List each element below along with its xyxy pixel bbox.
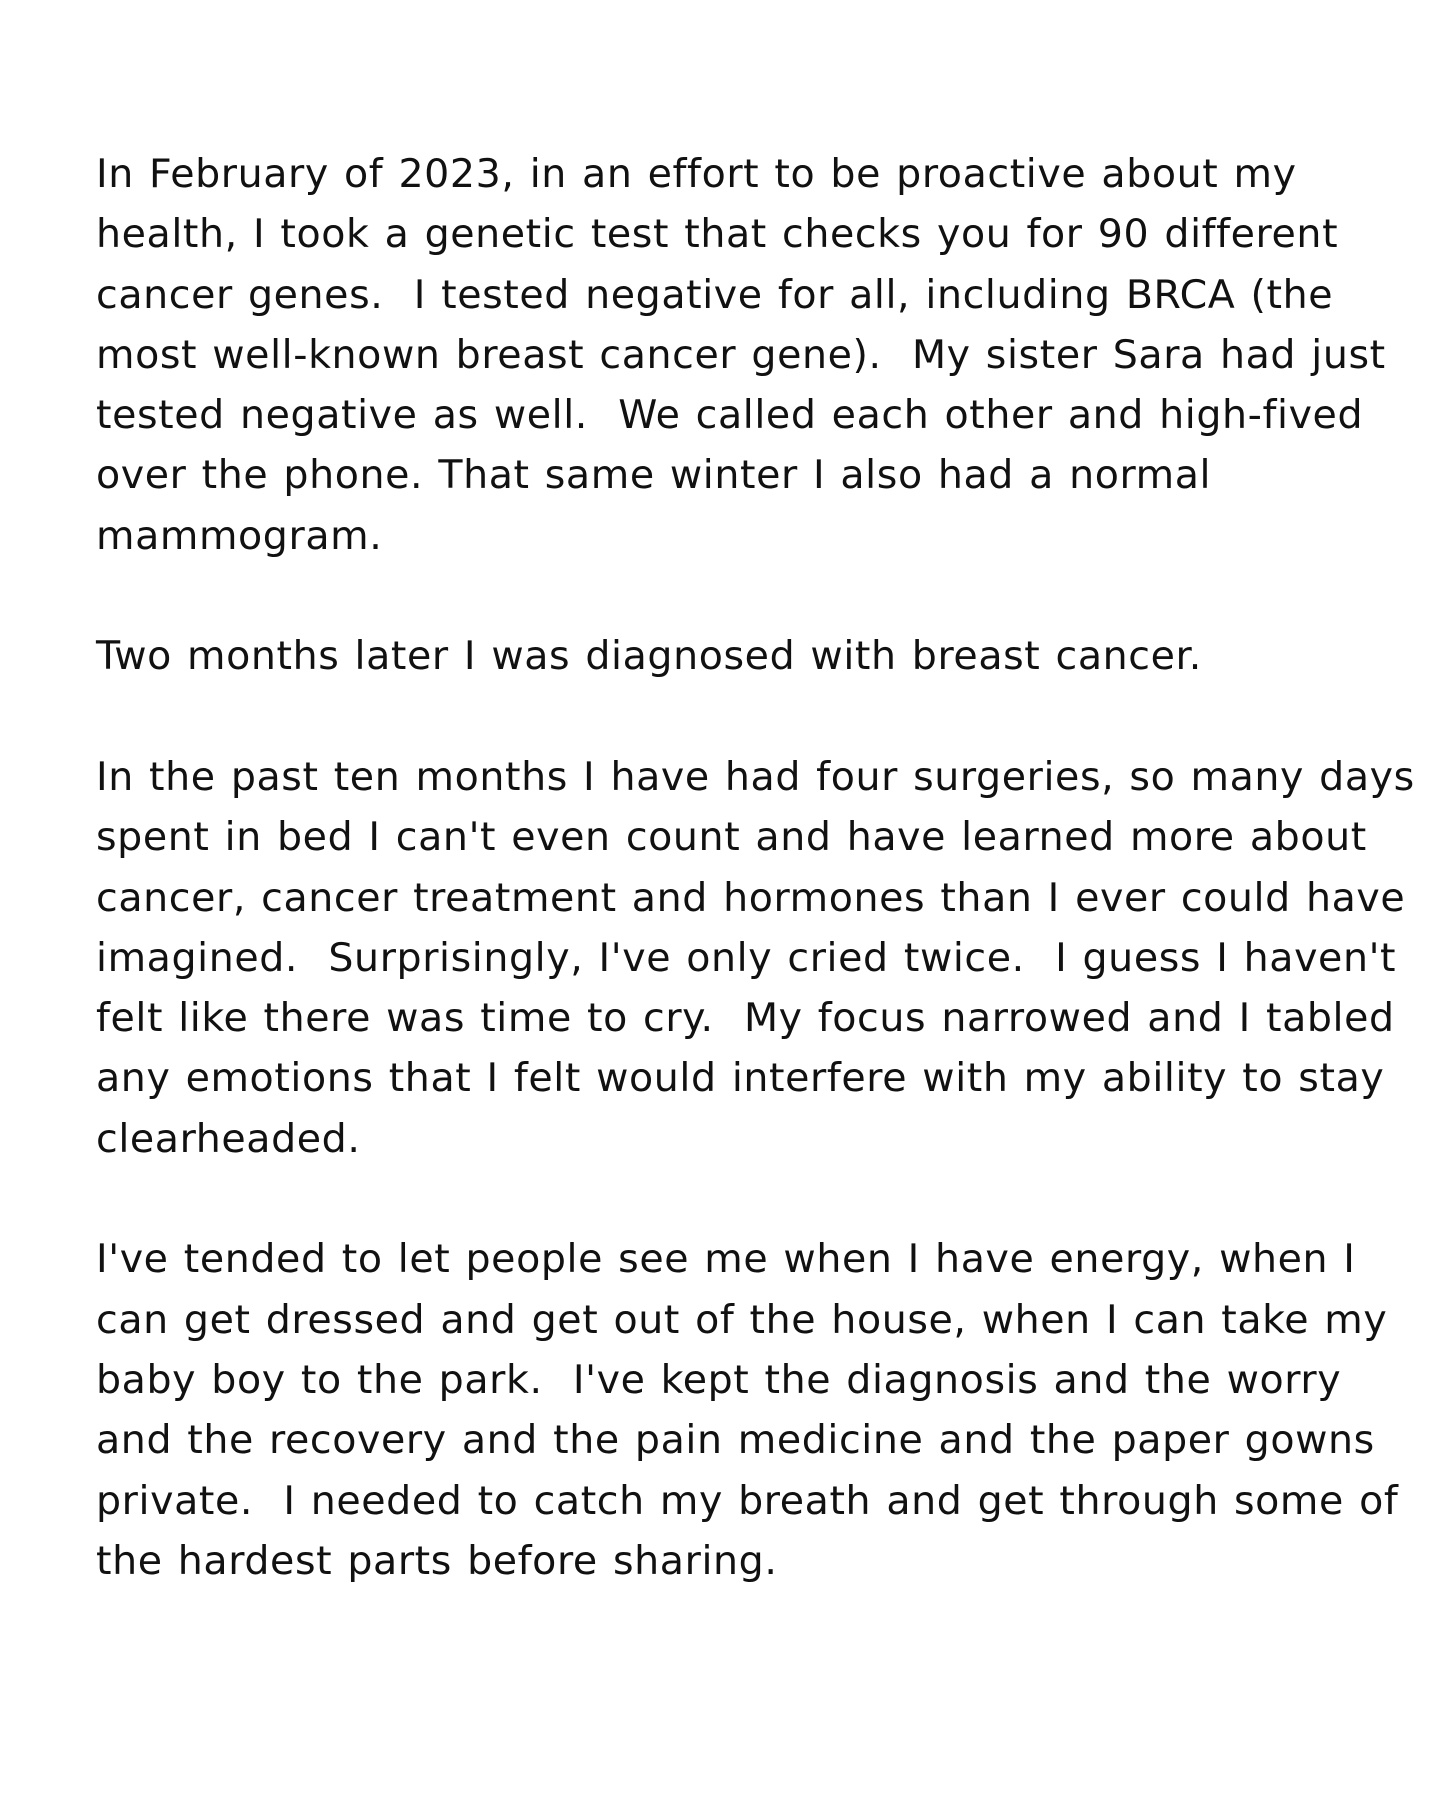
text-line: can get dressed and get out of the house, when I can take my — [96, 1296, 1388, 1343]
text-line: health, I took a genetic test that checks you for 90 different — [96, 211, 1339, 258]
paragraph-past-months — [96, 747, 1415, 1169]
text-line: over the phone. That same winter I also had a normal — [96, 452, 1212, 499]
paragraph-diagnosis — [96, 626, 1366, 686]
text-line: I've tended to let people see me when I have energy, when I — [96, 1236, 1356, 1283]
paragraph-privacy — [96, 1229, 1399, 1591]
text-line: felt like there was time to cry. My focus narrowed and I tabled — [96, 995, 1395, 1042]
body-text — [96, 144, 1415, 1591]
text-line: spent in bed I can't even count and have learned more about — [96, 814, 1367, 861]
paragraph-genetic-test — [96, 144, 1386, 566]
text-line: In February of 2023, in an effort to be proactive about my — [96, 151, 1297, 197]
text-line: tested negative as well. We called each other and high-fived — [96, 392, 1364, 439]
text-line: Two months later I was diagnosed with breast cancer. — [96, 633, 1202, 680]
text-line: cancer genes. I tested negative for all, including BRCA (the — [96, 271, 1334, 318]
text-line: most well-known breast cancer gene). My sister Sara had just — [96, 331, 1386, 378]
text-line: baby boy to the park. I've kept the diagnosis and the worry — [96, 1356, 1342, 1403]
text-line: and the recovery and the pain medicine and the paper gowns — [96, 1417, 1375, 1464]
text-line: cancer, cancer treatment and hormones than I ever could have — [96, 874, 1406, 921]
text-line: private. I needed to catch my breath and get through some of — [96, 1477, 1399, 1524]
text-line: the hardest parts before sharing. — [96, 1537, 778, 1584]
text-line: any emotions that I felt would interfere with my ability to stay — [96, 1055, 1385, 1102]
text-line: mammogram. — [96, 512, 383, 559]
text-line: In the past ten months I have had four surgeries, so many days — [96, 753, 1415, 800]
text-line: clearheaded. — [96, 1115, 361, 1162]
text-line: imagined. Surprisingly, I've only cried twice. I guess I haven't — [96, 934, 1397, 981]
